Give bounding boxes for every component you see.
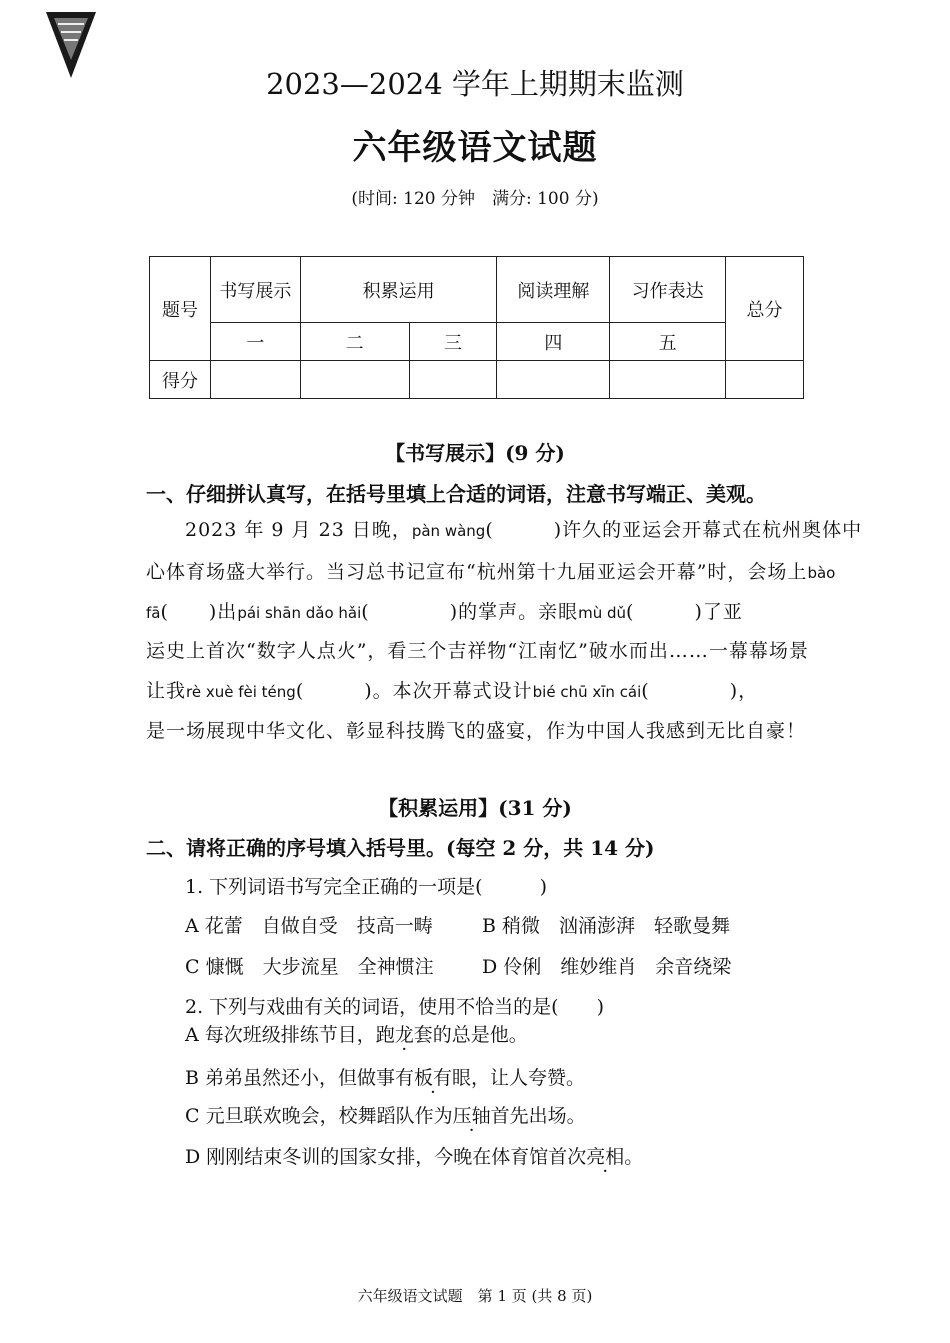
cat-reading: 阅读理解	[497, 257, 610, 323]
passage-line: 是一场展现中华文化、彰显科技腾飞的盛宴，作为中国人我感到无比自豪！	[146, 720, 807, 742]
score-cell[interactable]	[497, 361, 610, 399]
q1-option-c: C 慷慨 大步流星 全神惯注	[185, 956, 434, 978]
question-heading: 二、请将正确的序号填入括号里。(每空 2 分，共 14 分)	[146, 836, 655, 860]
num-4: 四	[497, 323, 610, 361]
score-cell[interactable]	[210, 361, 300, 399]
q2-option-d: D 刚刚结束冬训的国家女排，今晚在体育馆首次亮相。	[185, 1146, 644, 1168]
num-5: 五	[610, 323, 726, 361]
cat-composition: 习作表达	[610, 257, 726, 323]
num-3: 三	[409, 323, 497, 361]
cat-accumulation: 积累运用	[300, 257, 497, 323]
q1-option-a: A 花蕾 自做自受 技高一畴	[185, 915, 433, 937]
num-2: 二	[300, 323, 409, 361]
num-1: 一	[210, 323, 300, 361]
score-cell[interactable]	[726, 361, 804, 399]
score-cell[interactable]	[610, 361, 726, 399]
q1-stem: 1. 下列词语书写完全正确的一项是( )	[185, 876, 547, 898]
section-heading: 【书写展示】(9 分)	[385, 441, 565, 465]
exam-subject: 六年级语文试题	[352, 128, 598, 168]
q2-option-b: B 弟弟虽然还小，但做事有板有眼，让人夸赞。	[185, 1067, 586, 1089]
q1-option-b: B 稍微 汹涌澎湃 轻歌曼舞	[482, 915, 731, 937]
section-heading: 【积累运用】(31 分)	[378, 796, 572, 820]
passage-line: 心体育场盛大举行。当习总书记宣布“杭州第十九届亚运会开幕”时，会场上bào	[146, 561, 836, 583]
passage-line: 运史上首次“数字人点火”，看三个吉祥物“江南忆”破水而出……一幕幕场景	[146, 640, 809, 662]
page-footer: 六年级语文试题 第 1 页 (共 8 页)	[357, 1287, 593, 1305]
q2-stem: 2. 下列与戏曲有关的词语，使用不恰当的是( )	[185, 996, 604, 1018]
score-cell[interactable]	[409, 361, 497, 399]
score-table	[149, 256, 804, 399]
q2-option-a: A 每次班级排练节目，跑龙套的总是他。	[185, 1024, 528, 1046]
cat-writing: 书写展示	[210, 257, 300, 323]
cat-total: 总分	[726, 257, 804, 361]
score-cell[interactable]	[300, 361, 409, 399]
exam-meta: (时间: 120 分钟 满分: 100 分)	[351, 189, 599, 209]
passage-line: fā( )出pái shān dǎo hǎi( )的掌声。亲眼mù dǔ( )了亚	[146, 601, 743, 623]
passage-line: 2023 年 9 月 23 日晚，pàn wàng( )许久的亚运会开幕式在杭州奥体中	[185, 519, 863, 541]
question-heading: 一、仔细拼认真写，在括号里填上合适的词语，注意书写端正、美观。	[146, 482, 766, 506]
q1-option-d: D 伶俐 维妙维肖 余音绕梁	[482, 956, 732, 978]
exam-title: 2023—2024 学年上期期末监测	[266, 67, 684, 101]
row-label-number: 题号	[150, 257, 211, 361]
q2-option-c: C 元旦联欢晚会，校舞蹈队作为压轴首先出场。	[185, 1105, 586, 1127]
passage-line: 让我rè xuè fèi téng( )。本次开幕式设计bié chū xīn cái( )，	[146, 680, 759, 702]
row-label-score: 得分	[150, 361, 211, 399]
